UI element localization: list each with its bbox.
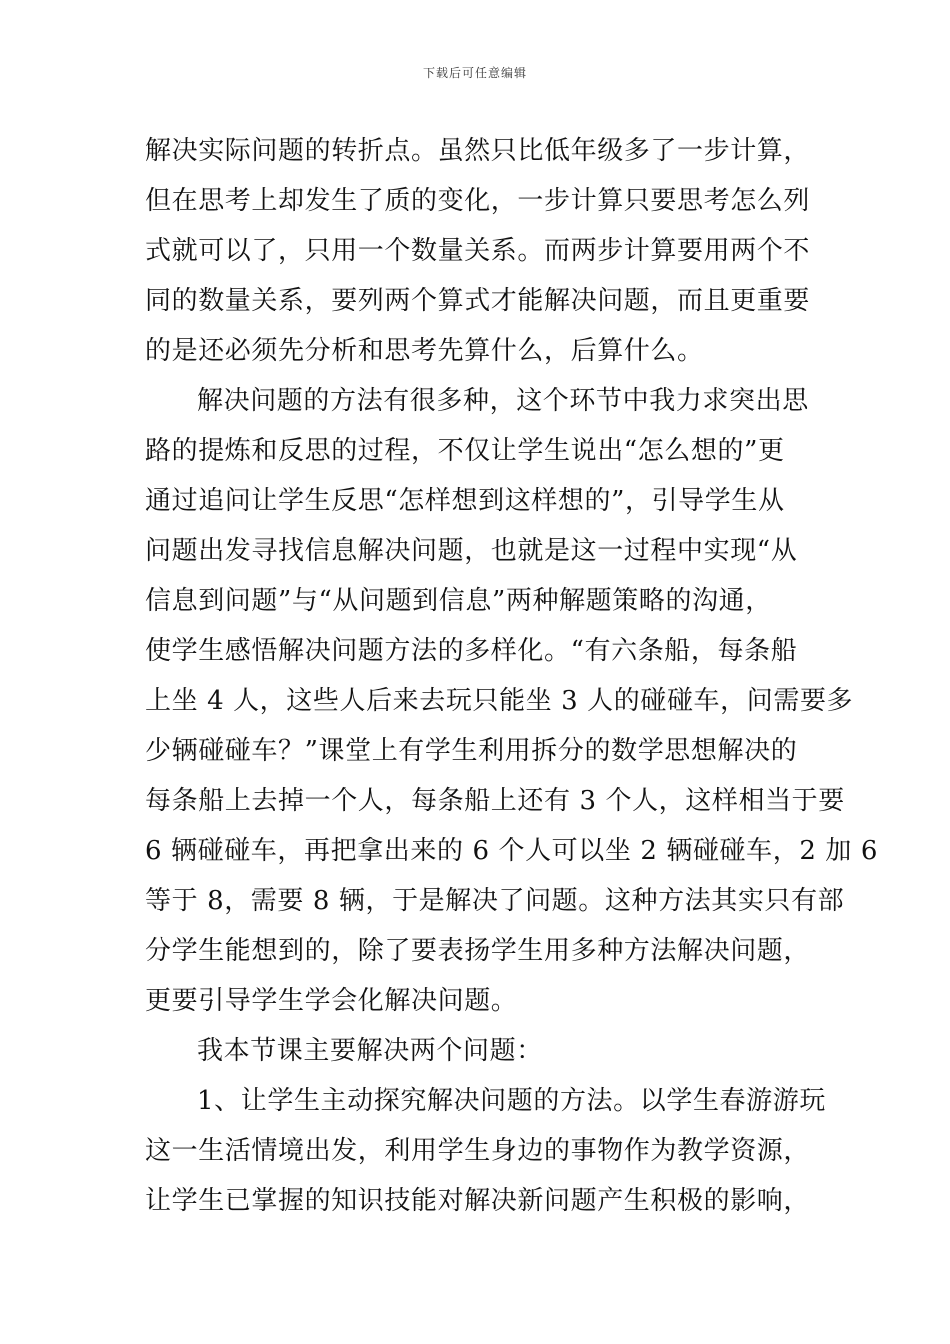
text-line: 更要引导学生学会化解决问题。 [145,986,518,1016]
text-line: 每条船上去掉一个人，每条船上还有 3 个人，这样相当于要 [145,786,845,816]
text-line: 但在思考上却发生了质的变化，一步计算只要思考怎么列 [145,186,811,216]
text-line: 上坐 4 人，这些人后来去玩只能坐 3 人的碰碰车，问需要多 [145,686,854,716]
paragraph [145,376,878,1026]
text-line: 解决问题的方法有很多种，这个环节中我力求突出思 [197,386,809,416]
paragraph [145,1026,810,1076]
text-line: 路的提炼和反思的过程，不仅让学生说出“怎么想的”更 [145,436,785,466]
text-line: 我本节课主要解决两个问题： [197,1036,543,1066]
text-line: 问题出发寻找信息解决问题，也就是这一过程中实现“从 [145,536,798,566]
text-line: 等于 8，需要 8 辆，于是解决了问题。这种方法其实只有部 [145,886,845,916]
text-line: 式就可以了，只用一个数量关系。而两步计算要用两个不 [145,236,811,266]
text-line: 6 辆碰碰车，再把拿出来的 6 个人可以坐 2 辆碰碰车，2 加 6 [145,836,878,866]
text-line: 使学生感悟解决问题方法的多样化。“有六条船，每条船 [145,636,798,666]
document-body [145,126,878,1226]
text-line: 同的数量关系，要列两个算式才能解决问题，而且更重要 [145,286,811,316]
text-line: 通过追问让学生反思“怎样想到这样想的”，引导学生从 [145,486,785,516]
text-line: 的是还必须先分析和思考先算什么，后算什么。 [145,336,704,366]
text-line: 信息到问题”与“从问题到信息”两种解题策略的沟通， [145,586,772,616]
paragraph [145,126,810,376]
text-line: 这一生活情境出发，利用学生身边的事物作为教学资源， [145,1136,811,1166]
text-line: 分学生能想到的，除了要表扬学生用多种方法解决问题， [145,936,811,966]
text-line: 解决实际问题的转折点。虽然只比低年级多了一步计算， [145,136,811,166]
page-header: 下载后可任意编辑 [422,66,527,80]
text-line: 少辆碰碰车？”课堂上有学生利用拆分的数学思想解决的 [145,736,798,766]
text-line: 让学生已掌握的知识技能对解决新问题产生积极的影响， [145,1186,811,1216]
text-line: 1、让学生主动探究解决问题的方法。以学生春游游玩 [197,1086,826,1116]
paragraph [145,1076,826,1226]
